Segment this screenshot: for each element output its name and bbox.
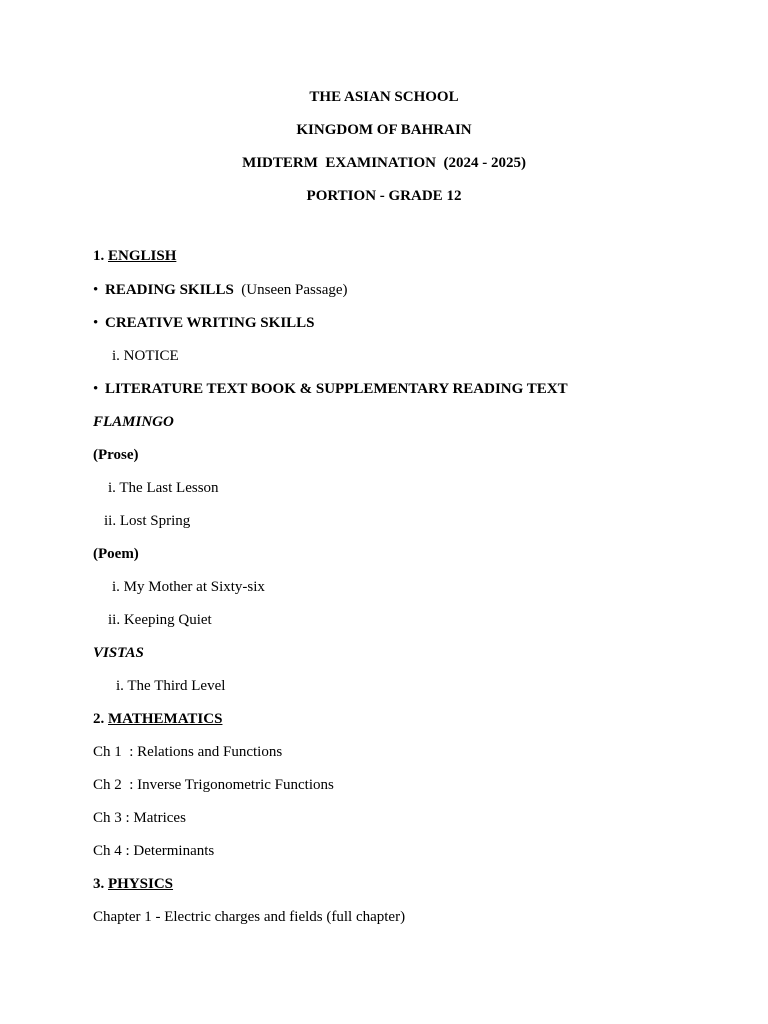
school-name: THE ASIAN SCHOOL [309,89,459,105]
book-title-flamingo: FLAMINGO [93,414,174,430]
school-country: KINGDOM OF BAHRAIN [296,122,472,138]
list-item-reading-skills [93,281,348,299]
list-item-vistas: i. The Third Level [116,678,226,694]
list-item-prose: i. The Last Lesson [108,480,219,496]
list-item-chapter: Ch 2 : Inverse Trigonometric Functions [93,777,334,793]
book-title-vistas: VISTAS [93,645,144,661]
section-title: ENGLISH [108,248,177,264]
list-item-chapter: Ch 1 : Relations and Functions [93,744,283,760]
poem-label: (Poem) [93,546,139,562]
prose-label: (Prose) [93,447,139,463]
list-item-poem: ii. Keeping Quiet [108,612,212,628]
list-item-literature [93,380,568,398]
portion-title: PORTION - GRADE 12 [306,188,462,204]
item-note: (Unseen Passage) [233,282,348,298]
bullet-icon: • [93,282,99,298]
list-item-chapter: Ch 4 : Determinants [93,843,215,859]
section-heading-english [93,247,176,265]
bullet-icon: • [93,315,99,331]
section-title: PHYSICS [108,876,174,892]
list-item-notice: i. NOTICE [112,348,179,364]
section-title: MATHEMATICS [108,711,223,727]
item-title: CREATIVE WRITING SKILLS [105,315,315,331]
list-item-chapter: Ch 3 : Matrices [93,810,186,826]
section-number: 3. [93,876,108,892]
item-title: LITERATURE TEXT BOOK & SUPPLEMENTARY READING TEXT [105,381,568,397]
exam-title: MIDTERM EXAMINATION (2024 - 2025) [242,155,526,171]
item-title: READING SKILLS [105,282,234,298]
list-item-poem: i. My Mother at Sixty-six [112,579,265,595]
bullet-icon: • [93,381,99,397]
section-number: 2. [93,711,108,727]
section-heading-mathematics [93,710,222,728]
list-item-chapter: Chapter 1 - Electric charges and fields (full chapter) [93,909,406,925]
list-item-creative-writing [93,314,315,332]
list-item-prose: ii. Lost Spring [104,513,191,529]
section-number: 1. [93,248,108,264]
section-heading-physics [93,875,173,893]
